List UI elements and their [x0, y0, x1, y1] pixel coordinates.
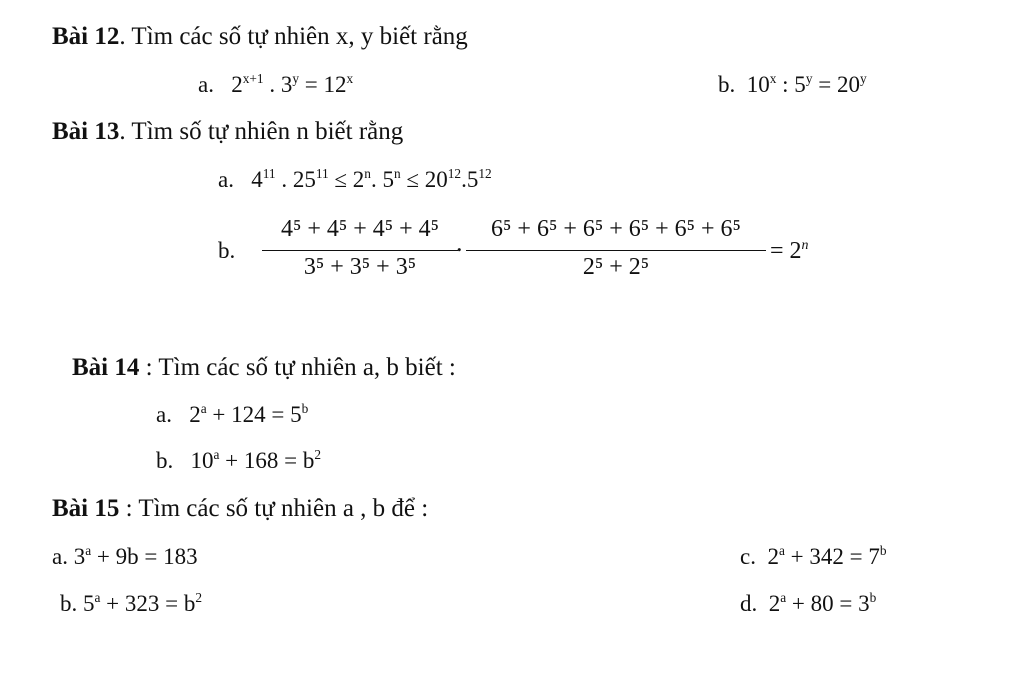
bai12-title: . Tìm các số tự nhiên x, y biết rằng: [119, 23, 468, 50]
fraction-2-bar: [466, 250, 766, 251]
expr: + 168 = b: [219, 448, 315, 473]
bai15-b-label: b.: [60, 591, 78, 616]
exp: 12: [447, 166, 462, 182]
exp: y: [859, 71, 867, 87]
exp: 11: [262, 166, 276, 182]
bai12-label: Bài 12: [52, 23, 120, 50]
expr: + 80 = 3: [786, 591, 870, 616]
bai13-a-label: a.: [218, 167, 234, 192]
fraction-2-numerator: 6⁵ + 6⁵ + 6⁵ + 6⁵ + 6⁵ + 6⁵: [491, 216, 741, 242]
exp: a: [213, 447, 220, 463]
expr: 2: [768, 591, 781, 616]
fraction-1-bar: [262, 250, 458, 251]
bai15-b: [60, 589, 202, 619]
bai15-d: [740, 589, 876, 619]
bai13-title: . Tìm số tự nhiên n biết rằng: [119, 118, 404, 145]
exp: a: [200, 401, 207, 417]
rhs-exp: n: [801, 237, 809, 253]
exp: x+1: [242, 71, 264, 87]
multiply-dot: .: [456, 228, 463, 257]
bai14-a: [156, 400, 308, 430]
bai14-heading: [72, 353, 456, 383]
bai15-a: [52, 542, 198, 572]
bai12-b-label: b.: [718, 72, 736, 97]
expr: 10: [190, 448, 214, 473]
expr: 5: [83, 591, 95, 616]
bai14-label: Bài 14: [72, 354, 140, 381]
exp: 2: [195, 590, 203, 606]
bai14-title: : Tìm các số tự nhiên a, b biết :: [139, 354, 456, 381]
expr: 2: [231, 72, 243, 97]
rhs: = 2: [770, 238, 802, 264]
bai12-b: [718, 70, 867, 100]
bai13-label: Bài 13: [52, 118, 120, 145]
exp: b: [301, 401, 309, 417]
fraction-2-denominator: 2⁵ + 2⁵: [582, 254, 650, 280]
exp: y: [292, 71, 299, 87]
bai13-b-label: b.: [218, 238, 236, 263]
expr: = 12: [299, 72, 347, 97]
expr: = 20: [812, 72, 860, 97]
exp: a: [85, 543, 92, 559]
bai13-a: [218, 165, 492, 195]
expr: 3: [73, 544, 86, 569]
fraction-1-denominator: 3⁵ + 3⁵ + 3⁵: [303, 254, 417, 280]
exp: n: [364, 166, 371, 182]
expr: + 323 = b: [100, 591, 196, 616]
bai15-heading: [52, 494, 428, 524]
exp: 11: [315, 166, 329, 182]
expr: .5: [461, 167, 479, 192]
expr: ≤ 2: [328, 167, 365, 192]
expr: + 124 = 5: [206, 402, 302, 427]
expr: ≤ 20: [400, 167, 448, 192]
bai12-a: [198, 70, 353, 100]
expr: 2: [189, 402, 201, 427]
expr: : 5: [776, 72, 806, 97]
exp: 12: [478, 166, 492, 182]
exp: a: [94, 590, 101, 606]
exp: a: [778, 543, 785, 559]
bai14-a-label: a.: [156, 402, 172, 427]
exp: n: [393, 166, 401, 182]
fraction-1: [262, 212, 458, 284]
bai14-b-label: b.: [156, 448, 174, 473]
expr: 2: [767, 544, 779, 569]
fraction-1-numerator: 4⁵ + 4⁵ + 4⁵ + 4⁵: [280, 216, 440, 242]
exp: y: [805, 71, 813, 87]
exp: x: [769, 71, 777, 87]
bai14-b: [156, 446, 321, 476]
bai15-title: : Tìm các số tự nhiên a , b để :: [119, 495, 429, 522]
bai15-d-label: d.: [740, 591, 758, 616]
expr: . 25: [275, 167, 316, 192]
bai12-heading: [52, 22, 468, 52]
exp: x: [346, 71, 354, 87]
exp: b: [879, 543, 887, 559]
fraction-2: [466, 212, 766, 284]
expr: + 342 = 7: [784, 544, 880, 569]
expr: . 3: [263, 72, 293, 97]
exp: a: [780, 590, 787, 606]
bai15-a-label: a.: [52, 544, 68, 569]
bai15-c-label: c.: [740, 544, 756, 569]
expr: + 9b = 183: [91, 544, 198, 569]
bai15-c: [740, 542, 887, 572]
expr: . 5: [370, 167, 394, 192]
bai15-label: Bài 15: [52, 495, 120, 522]
bai13-b-rhs: [770, 236, 809, 266]
exp: b: [869, 590, 877, 606]
bai12-a-label: a.: [198, 72, 214, 97]
expr: 4: [251, 167, 263, 192]
exp: 2: [314, 447, 322, 463]
expr: 10: [746, 72, 770, 97]
bai13-heading: [52, 117, 403, 147]
